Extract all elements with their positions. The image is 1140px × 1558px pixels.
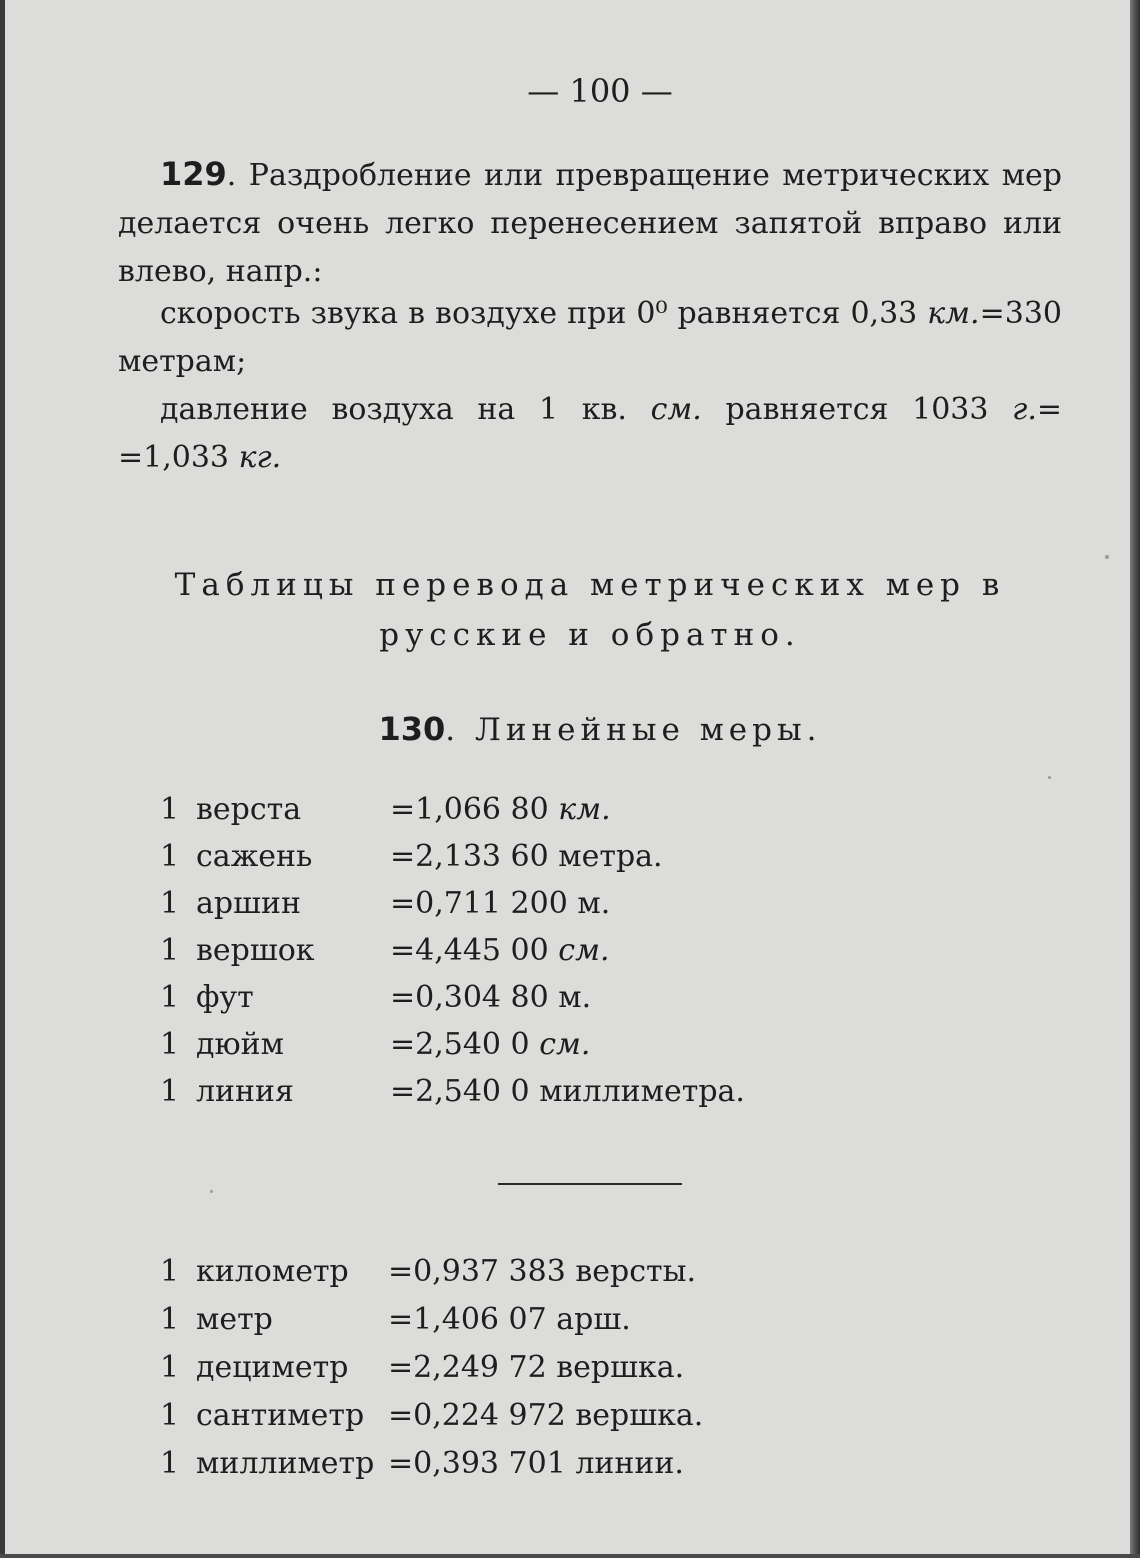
row-equivalent	[390, 933, 610, 968]
row-quantity: 1	[160, 1398, 180, 1433]
row-unit-name: аршин	[196, 886, 301, 921]
row-target-unit: арш.	[556, 1302, 631, 1337]
tables-heading: Таблицы перевода метрических мер в русские и обратно.	[174, 567, 1006, 653]
row-equivalent	[388, 1302, 631, 1337]
paragraph-129-text: . Раздробление или превращение метрических мер делается очень легко перенесением запятой вправо или влево, напр.:	[118, 158, 1062, 289]
row-target-unit: км.	[558, 792, 611, 827]
row-value: =4,445 00	[390, 933, 559, 968]
row-unit-name: миллиметр	[196, 1446, 375, 1481]
row-equivalent	[388, 1398, 703, 1433]
example-2-mid: равняется 1033	[701, 392, 1013, 427]
row-target-unit: вершка.	[575, 1398, 704, 1433]
row-quantity: 1	[160, 792, 180, 827]
section-130-title: . Линейные меры.	[445, 712, 822, 748]
example-2-rest: = =1,033	[118, 392, 1062, 475]
row-target-unit: м.	[558, 980, 592, 1015]
row-unit-name: дециметр	[196, 1350, 349, 1385]
row-target-unit: см.	[539, 1027, 591, 1062]
row-value: =0,304 80	[390, 980, 559, 1015]
row-value: =1,406 07	[388, 1302, 557, 1337]
example-2-text: давление воздуха на 1 кв.	[160, 392, 651, 427]
row-quantity: 1	[160, 1350, 180, 1385]
row-equivalent	[390, 980, 591, 1015]
row-value: =0,711 200	[390, 886, 578, 921]
row-unit-name: вершок	[196, 933, 315, 968]
example-1-unit: км.	[927, 296, 980, 331]
row-target-unit: версты.	[575, 1254, 697, 1289]
row-unit-name: метр	[196, 1302, 273, 1337]
row-value: =2,540 0	[390, 1027, 540, 1062]
row-equivalent	[388, 1446, 684, 1481]
row-unit-name: сантиметр	[196, 1398, 365, 1433]
row-target-unit: вершка.	[556, 1350, 685, 1385]
row-target-unit: миллиметра.	[539, 1074, 745, 1109]
row-unit-name: километр	[196, 1254, 349, 1289]
page-edge-right	[1130, 0, 1140, 1558]
row-unit-name: дюйм	[196, 1027, 284, 1062]
row-quantity: 1	[160, 933, 180, 968]
page-number: — 100 —	[527, 72, 673, 110]
row-value: =1,066 80	[390, 792, 559, 827]
paper-speck	[210, 1190, 213, 1193]
example-sound-speed	[118, 290, 1062, 386]
section-number-130: 130	[378, 710, 446, 748]
row-equivalent	[390, 886, 610, 921]
paper-speck	[1105, 555, 1109, 559]
row-quantity: 1	[160, 1027, 180, 1062]
row-equivalent	[388, 1254, 696, 1289]
example-2-unit-1: см.	[650, 392, 702, 427]
row-value: =2,249 72	[388, 1350, 557, 1385]
row-equivalent	[390, 792, 611, 827]
row-unit-name: фут	[196, 980, 254, 1015]
page-edge-left	[0, 0, 5, 1558]
row-value: =2,540 0	[390, 1074, 540, 1109]
row-unit-name: сажень	[196, 839, 313, 874]
example-1-rest: =330 метрам;	[118, 296, 1062, 379]
section-number-129: 129	[160, 155, 227, 193]
row-quantity: 1	[160, 839, 180, 874]
row-quantity: 1	[160, 1074, 180, 1109]
row-quantity: 1	[160, 1302, 180, 1337]
example-air-pressure	[118, 386, 1062, 482]
example-1-text: скорость звука в воздухе при 0⁰ равняется 0,33	[160, 296, 928, 331]
row-equivalent	[390, 1027, 590, 1062]
row-value: =0,393 701	[388, 1446, 576, 1481]
row-quantity: 1	[160, 886, 180, 921]
row-unit-name: верста	[196, 792, 302, 827]
row-equivalent	[388, 1350, 684, 1385]
row-unit-name: линия	[196, 1074, 294, 1109]
row-equivalent	[390, 1074, 745, 1109]
row-quantity: 1	[160, 980, 180, 1015]
row-target-unit: метра.	[558, 839, 663, 874]
row-quantity: 1	[160, 1254, 180, 1289]
section-130-heading	[0, 710, 1140, 748]
page-edge-bottom	[0, 1554, 1140, 1558]
row-target-unit: линии.	[575, 1446, 684, 1481]
row-target-unit: см.	[558, 933, 610, 968]
row-quantity: 1	[160, 1446, 180, 1481]
row-value: =0,224 972	[388, 1398, 576, 1433]
divider-rule	[498, 1183, 682, 1185]
example-2-unit-3: кг.	[238, 440, 282, 475]
row-equivalent	[390, 839, 663, 874]
row-value: =2,133 60	[390, 839, 559, 874]
paper-speck	[1048, 776, 1051, 779]
row-value: =0,937 383	[388, 1254, 576, 1289]
paragraph-129	[118, 150, 1062, 296]
example-2-unit-2: г.	[1012, 392, 1037, 427]
row-target-unit: м.	[577, 886, 611, 921]
